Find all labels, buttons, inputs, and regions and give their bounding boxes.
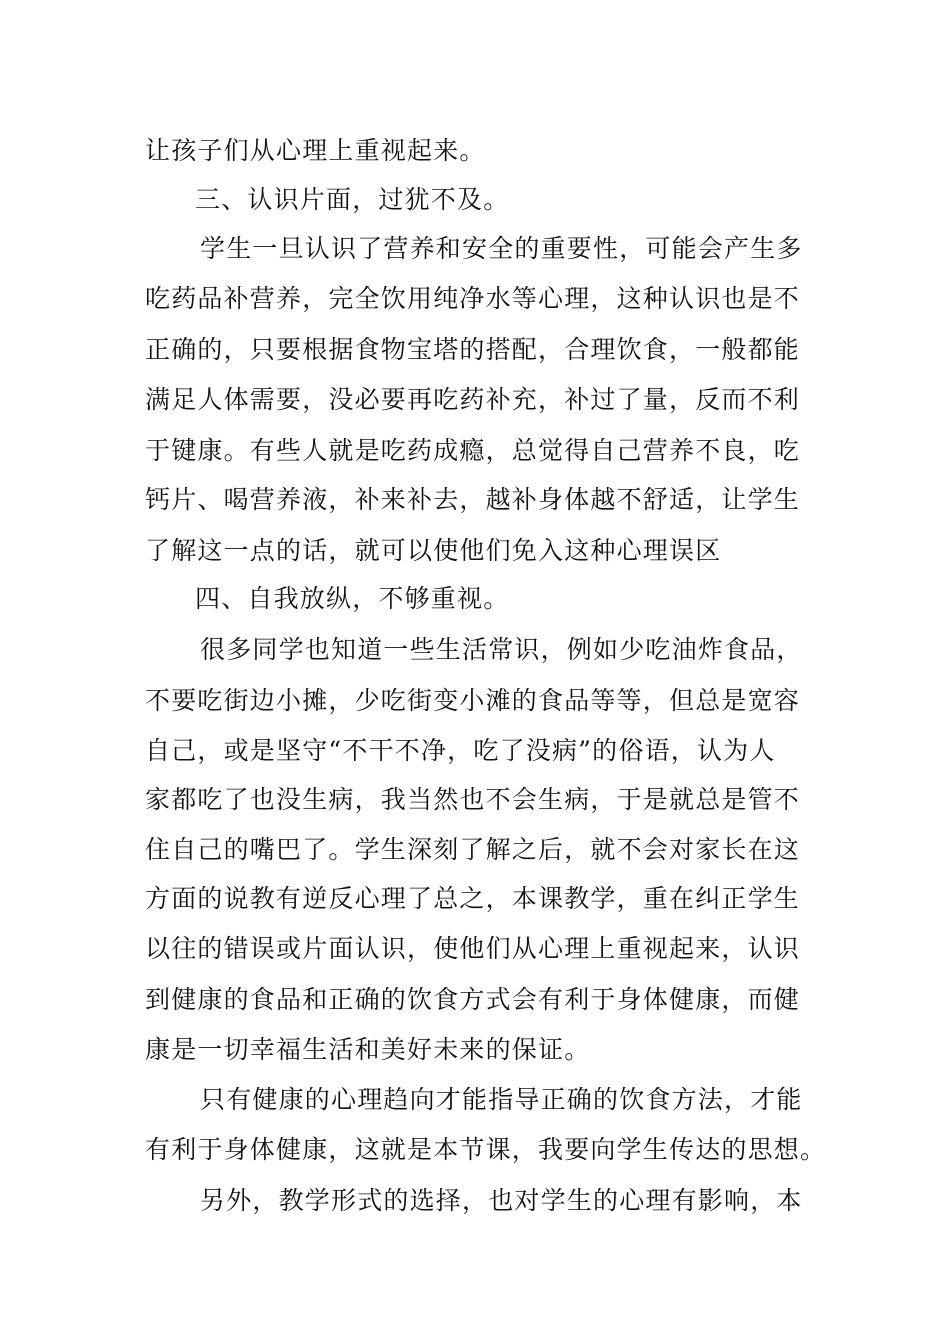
text-line: 了解这一点的话，就可以使他们免入这种心理误区 [145, 536, 722, 565]
text-line: 康是一切幸福生活和美好未来的保证。 [145, 1035, 591, 1064]
text-line: 吃药品补营养，完全饮用纯净水等心理，这种认识也是不 [145, 284, 801, 313]
text-line: 让孩子们从心理上重视起来。 [145, 136, 486, 165]
text-line: 以往的错误或片面认识，使他们从心理上重视起来，认识 [145, 934, 801, 963]
text-line: 学生一旦认识了营养和安全的重要性，可能会产生多 [200, 234, 803, 263]
text-line: 家都吃了也没生病，我当然也不会生病，于是就总是管不 [145, 785, 801, 814]
text-line: 很多同学也知道一些生活常识，例如少吃油炸食品， [200, 635, 803, 664]
text-line: 住自己的嘴巴了。学生深刻了解之后，就不会对家长在这 [145, 835, 801, 864]
text-line: 正确的，只要根据食物宝塔的搭配，合理饮食，一般都能 [145, 335, 801, 364]
text-line: 自己，或是坚守“不干不净，吃了没病”的俗语，认为人 [145, 736, 776, 765]
text-line: 不要吃街边小摊，少吃街变小滩的食品等等，但总是宽容 [145, 686, 801, 715]
text-line: 钙片、喝营养液，补来补去，越补身体越不舒适，让学生 [145, 485, 801, 514]
text-line: 另外，教学形式的选择，也对学生的心理有影响，本 [200, 1186, 803, 1215]
section-heading: 四、自我放纵，不够重视。 [195, 584, 510, 613]
text-line: 满足人体需要，没必要再吃药补充，补过了量，反而不利 [145, 385, 801, 414]
section-heading: 三、认识片面，过犹不及。 [195, 185, 510, 214]
text-line: 于键康。有些人就是吃药成瘾，总觉得自己营养不良，吃 [145, 436, 801, 465]
text-line: 方面的说教有逆反心理了总之，本课教学，重在纠正学生 [145, 884, 801, 913]
text-line: 有利于身体健康，这就是本节课，我要向学生传达的思想。 [145, 1135, 827, 1164]
text-line: 到健康的食品和正确的饮食方式会有利于身体健康，而健 [145, 985, 801, 1014]
text-line: 只有健康的心理趋向才能指导正确的饮食方法，才能 [200, 1085, 803, 1114]
